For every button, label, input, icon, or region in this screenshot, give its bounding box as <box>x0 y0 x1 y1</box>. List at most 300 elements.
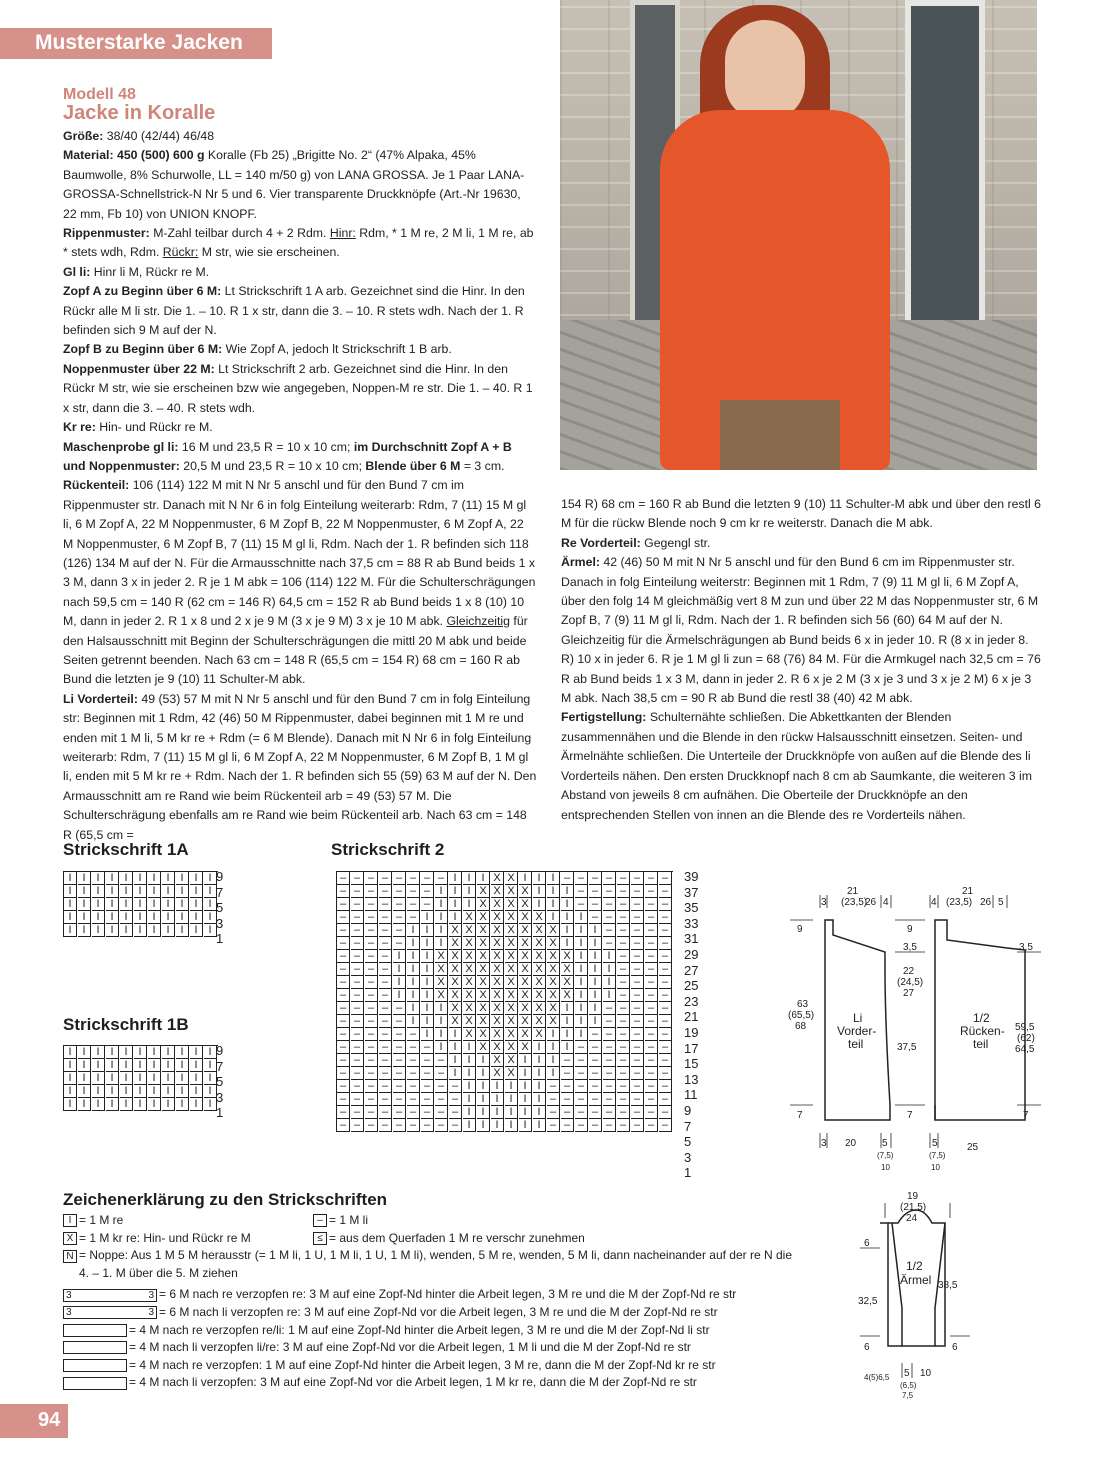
chart-cell: I <box>134 1046 147 1059</box>
chart-cell: I <box>120 1098 133 1111</box>
chart-cell: I <box>463 1054 476 1067</box>
chart-cell: I <box>435 924 448 937</box>
chart-cell: I <box>120 898 133 911</box>
chart-cell: – <box>379 872 392 885</box>
chart-cell: I <box>547 1041 560 1054</box>
chart-cell: I <box>463 1093 476 1106</box>
chart-cell: I <box>134 1098 147 1111</box>
chart-cell: – <box>351 937 364 950</box>
chart-cell: I <box>92 885 105 898</box>
chart-cell: – <box>393 1015 406 1028</box>
chart-cell: X <box>491 898 504 911</box>
chart-cell: – <box>407 911 420 924</box>
left-paragraph: Größe: 38/40 (42/44) 46/48 <box>63 129 215 143</box>
chart-cell: – <box>631 1028 644 1041</box>
chart-cell: – <box>407 1028 420 1041</box>
chart-cell: – <box>379 976 392 989</box>
chart-cell: – <box>645 1002 658 1015</box>
chart-cell: – <box>659 885 672 898</box>
chart-cell: – <box>561 1119 574 1132</box>
chart-cell: – <box>631 937 644 950</box>
chart-cell: – <box>547 1119 560 1132</box>
chart-cell: I <box>92 1059 105 1072</box>
chart-cell: X <box>463 1015 476 1028</box>
row-number: 9 <box>216 869 224 884</box>
chart-cell: I <box>421 1028 434 1041</box>
chart-cell: I <box>603 976 616 989</box>
chart-cell: X <box>533 963 546 976</box>
svg-text:(24,5): (24,5) <box>897 977 924 988</box>
model-number: Modell 48 <box>63 86 136 103</box>
chart-cell: – <box>379 1119 392 1132</box>
chart-cell: – <box>407 1041 420 1054</box>
chart-cell: I <box>435 885 448 898</box>
chart-1b-grid <box>63 1045 218 1111</box>
chart-cell: X <box>505 1028 518 1041</box>
chart-cell: X <box>505 950 518 963</box>
chart-cell: I <box>505 1093 518 1106</box>
svg-text:6: 6 <box>952 1342 958 1353</box>
chart-cell: I <box>92 924 105 937</box>
chart-cell: – <box>379 1093 392 1106</box>
chart-cell: X <box>533 924 546 937</box>
chart-cell: – <box>589 885 602 898</box>
chart-cell: I <box>561 1015 574 1028</box>
left-paragraph: Zopf B zu Beginn über 6 M: Wie Zopf A, jedoch lt Strickschrift 1 B arb. <box>63 342 452 357</box>
chart-cell: – <box>659 950 672 963</box>
chart-cell: I <box>176 1059 189 1072</box>
chart-cell: – <box>561 872 574 885</box>
chart-cell: X <box>519 950 532 963</box>
chart-cell: X <box>519 898 532 911</box>
svg-text:10: 10 <box>920 1368 932 1379</box>
left-paragraph: Rippenmuster: M-Zahl teilbar durch 4 + 2 Rdm. Hinr: Rdm, * 1 M re, 2 M li, 1 M re, ab * stets wdh, Rdm. Rückr: M str, wie sie erscheinen. <box>63 226 534 260</box>
chart-cell: – <box>351 872 364 885</box>
chart-cell: I <box>134 872 147 885</box>
chart-cell: – <box>351 1054 364 1067</box>
chart-cell: X <box>463 1002 476 1015</box>
svg-text:(7,5): (7,5) <box>877 1151 894 1160</box>
chart-cell: X <box>505 898 518 911</box>
chart-cell: – <box>589 1028 602 1041</box>
chart-cell: I <box>561 1041 574 1054</box>
chart-cell: X <box>477 911 490 924</box>
chart-cell: X <box>449 937 462 950</box>
svg-text:63: 63 <box>797 999 809 1010</box>
chart-cell: – <box>575 1093 588 1106</box>
row-number: 35 <box>684 900 699 916</box>
chart-cell: X <box>519 989 532 1002</box>
chart-cell: I <box>64 898 77 911</box>
row-number: 1 <box>684 1165 692 1181</box>
chart-cell: – <box>659 937 672 950</box>
chart-cell: X <box>463 950 476 963</box>
chart-cell: I <box>575 950 588 963</box>
chart-cell: X <box>491 1054 504 1067</box>
chart-cell: X <box>449 950 462 963</box>
row-number: 3 <box>216 1089 224 1105</box>
svg-text:10: 10 <box>931 1163 940 1172</box>
chart-cell: I <box>533 1106 546 1119</box>
chart-cell: – <box>365 924 378 937</box>
chart-cell: X <box>491 911 504 924</box>
chart-cell: – <box>379 1067 392 1080</box>
chart-cell: I <box>519 1067 532 1080</box>
chart-cell: I <box>134 911 147 924</box>
chart-cell: – <box>617 1080 630 1093</box>
chart-cell: I <box>575 976 588 989</box>
chart-cell: – <box>617 872 630 885</box>
chart-cell: – <box>393 937 406 950</box>
chart-cell: I <box>477 1106 490 1119</box>
chart-cell: – <box>603 1119 616 1132</box>
chart-cell: I <box>449 885 462 898</box>
chart-cell: I <box>64 911 77 924</box>
chart-cell: I <box>505 1106 518 1119</box>
chart-cell: – <box>589 898 602 911</box>
chart-cell: I <box>421 924 434 937</box>
chart-cell: X <box>519 885 532 898</box>
chart-cell: – <box>365 1119 378 1132</box>
chart-cell: I <box>547 1067 560 1080</box>
chart-cell: – <box>603 885 616 898</box>
chart-cell: I <box>435 1002 448 1015</box>
chart-cell: I <box>64 1059 77 1072</box>
chart-cell: – <box>435 1054 448 1067</box>
chart-cell: I <box>589 1015 602 1028</box>
chart-cell: I <box>148 1059 161 1072</box>
chart-cell: – <box>449 1080 462 1093</box>
chart-cell: – <box>575 885 588 898</box>
chart-cell: X <box>533 1028 546 1041</box>
chart-cell: – <box>645 963 658 976</box>
chart-cell: I <box>575 924 588 937</box>
row-number: 1 <box>216 931 224 947</box>
chart-cell: I <box>190 885 203 898</box>
cable-left-6-symbol: 3 3 <box>63 1306 157 1319</box>
chart-cell: – <box>631 976 644 989</box>
svg-text:25: 25 <box>967 1142 979 1153</box>
chart-cell: – <box>379 1080 392 1093</box>
chart-cell: I <box>533 1119 546 1132</box>
chart-cell: – <box>617 1015 630 1028</box>
chart-cell: – <box>365 1067 378 1080</box>
chart-cell: I <box>190 911 203 924</box>
chart-cell: I <box>190 872 203 885</box>
chart-cell: X <box>477 1028 490 1041</box>
svg-text:4: 4 <box>931 897 937 908</box>
chart-cell: – <box>337 872 350 885</box>
left-paragraph: Rückenteil: 106 (114) 122 M mit N Nr 5 anschl und für den Bund 7 cm im Rippenmuster str. Danach mit N Nr 6 in folg Einteilung weiterarb: Rdm, 7 (11) 15 M gl li, 6 M Zopf A, 22 M Noppenmuster, 6 M Zopf B, 22 M Noppenmuster, 6 M Zopf A, 22 M Noppenmuster, 6 M Zopf B, 7 (11) 15 M gl li, Rdm. Nach der 1. R befinden sich 118 (126) 134 M auf der N. Für die Armausschnitte nach 37,5 cm = 88 R ab Bund beids 1 x 3 M, dann 3 x in jeder 2. R je 1 M abk = 106 (114) 122 M. Für die Schulterschrägungen nach 59,5 cm = 140 R (62 cm = 146 R) 64,5 cm = 152 R ab Bund beids 1 x 8 (10) 10 M, dann in jeder 2. R 1 x 8 und 2 x je 9 M (3 x je 9 M) 3 x je 10 M abk. Gleichzeitig für den Halsausschnitt mit Beginn der Schulterschrägungen die mittl 20 M abk und beide Seiten getrennt beenden. Nach 63 cm = 148 R (65,5 cm = 154 R) 68 cm = 160 R ab Bund die letzten je 9 (10) 11 Schulter-M abk. <box>63 478 536 687</box>
chart-cell: – <box>351 950 364 963</box>
chart-cell: I <box>407 976 420 989</box>
chart-cell: I <box>575 1015 588 1028</box>
chart-cell: I <box>407 1015 420 1028</box>
chart-cell: I <box>589 924 602 937</box>
chart-cell: – <box>645 937 658 950</box>
svg-text:(62): (62) <box>1017 1033 1035 1044</box>
chart-cell: – <box>603 911 616 924</box>
chart-cell: – <box>631 924 644 937</box>
chart-cell: – <box>659 1028 672 1041</box>
svg-text:21: 21 <box>962 886 974 897</box>
chart-cell: X <box>477 924 490 937</box>
chart-cell: – <box>393 1041 406 1054</box>
page-number: 94 <box>38 1409 61 1431</box>
chart-cell: – <box>603 872 616 885</box>
page-number-badge <box>0 1404 68 1438</box>
chart-cell: – <box>645 976 658 989</box>
chart-cell: – <box>337 1015 350 1028</box>
chart-cell: – <box>659 1041 672 1054</box>
chart-cell: I <box>190 924 203 937</box>
chart-cell: – <box>645 1054 658 1067</box>
chart-cell: – <box>645 950 658 963</box>
svg-text:7,5: 7,5 <box>902 1391 914 1400</box>
chart-cell: I <box>64 1085 77 1098</box>
chart-cell: – <box>617 1119 630 1132</box>
svg-text:Ärmel: Ärmel <box>900 1273 932 1287</box>
chart-cell: I <box>421 950 434 963</box>
chart-cell: I <box>393 976 406 989</box>
chart-cell: X <box>505 924 518 937</box>
chart-cell: I <box>148 911 161 924</box>
chart-cell: – <box>589 872 602 885</box>
chart-2-title: Strickschrift 2 <box>331 840 445 859</box>
chart-cell: I <box>589 1002 602 1015</box>
chart-cell: – <box>365 976 378 989</box>
chart-cell: – <box>393 885 406 898</box>
chart-cell: – <box>645 911 658 924</box>
chart-cell: – <box>631 1119 644 1132</box>
chart-cell: X <box>449 963 462 976</box>
chart-cell: I <box>78 1046 91 1059</box>
chart-cell: I <box>519 872 532 885</box>
row-number: 9 <box>684 1102 692 1118</box>
svg-text:Vorder-: Vorder- <box>837 1024 877 1038</box>
chart-cell: X <box>435 950 448 963</box>
chart-cell: – <box>659 1067 672 1080</box>
cable-right-6-symbol: 3 3 <box>63 1289 157 1302</box>
chart-cell: I <box>106 924 119 937</box>
chart-cell: I <box>162 1046 175 1059</box>
chart-cell: I <box>162 911 175 924</box>
chart-cell: – <box>631 1041 644 1054</box>
chart-cell: – <box>337 937 350 950</box>
chart-cell: – <box>645 1080 658 1093</box>
row-number: 27 <box>684 962 699 978</box>
chart-cell: I <box>477 1080 490 1093</box>
chart-cell: – <box>645 924 658 937</box>
chart-cell: X <box>491 963 504 976</box>
chart-cell: – <box>365 1015 378 1028</box>
chart-cell: I <box>519 1093 532 1106</box>
cable-left-4-twisted-symbol <box>63 1377 127 1390</box>
chart-cell: X <box>547 924 560 937</box>
chart-cell: I <box>547 885 560 898</box>
chart-cell: – <box>435 1106 448 1119</box>
chart-cell: – <box>659 989 672 1002</box>
chart-cell: I <box>421 989 434 1002</box>
chart-cell: I <box>120 1085 133 1098</box>
svg-text:3,5: 3,5 <box>1019 942 1033 953</box>
row-number: 19 <box>684 1024 699 1040</box>
svg-text:19: 19 <box>907 1191 919 1202</box>
chart-cell: – <box>365 950 378 963</box>
chart-cell: – <box>351 1002 364 1015</box>
twisted-knit-symbol: X <box>63 1232 77 1245</box>
chart-cell: – <box>631 1106 644 1119</box>
chart-cell: I <box>64 1046 77 1059</box>
chart-cell: X <box>477 898 490 911</box>
chart-cell: – <box>337 950 350 963</box>
chart-cell: X <box>547 1002 560 1015</box>
left-paragraph: Gl li: Hinr li M, Rückr re M. <box>63 264 210 279</box>
chart-cell: I <box>106 898 119 911</box>
chart-cell: – <box>379 1002 392 1015</box>
chart-cell: – <box>449 1119 462 1132</box>
chart-cell: – <box>617 989 630 1002</box>
chart-cell: I <box>589 963 602 976</box>
chart-cell: I <box>176 1046 189 1059</box>
svg-text:22: 22 <box>903 966 915 977</box>
chart-cell: I <box>435 1041 448 1054</box>
chart-cell: I <box>533 1067 546 1080</box>
chart-cell: – <box>337 911 350 924</box>
row-number: 5 <box>216 1074 224 1090</box>
chart-cell: I <box>491 1080 504 1093</box>
chart-cell: I <box>393 963 406 976</box>
chart-cell: I <box>435 937 448 950</box>
chart-cell: – <box>421 1093 434 1106</box>
row-number: 33 <box>684 915 699 931</box>
chart-cell: – <box>659 1080 672 1093</box>
chart-cell: I <box>64 885 77 898</box>
left-paragraph: Zopf A zu Beginn über 6 M: Lt Strickschrift 1 A arb. Gezeichnet sind die Hinr. In den Rückr alle M li str. Die 1. – 10. R 1 x str, dann die 3. – 10. R stets wdh. Nach der 1. R befinden sich 9 M auf der N. <box>63 284 525 338</box>
chart-cell: – <box>575 872 588 885</box>
chart-cell: – <box>379 924 392 937</box>
chart-cell: – <box>407 898 420 911</box>
chart-cell: I <box>407 950 420 963</box>
chart-cell: – <box>407 1119 420 1132</box>
chart-cell: X <box>477 989 490 1002</box>
chart-cell: – <box>589 1119 602 1132</box>
chart-cell: – <box>631 911 644 924</box>
chart-cell: I <box>407 963 420 976</box>
chart-cell: X <box>477 1015 490 1028</box>
chart-cell: X <box>547 937 560 950</box>
chart-cell: – <box>421 1080 434 1093</box>
chart-cell: – <box>645 885 658 898</box>
row-number: 7 <box>216 884 224 900</box>
row-number: 5 <box>684 1134 692 1150</box>
chart-cell: X <box>491 1002 504 1015</box>
chart-cell: – <box>393 1067 406 1080</box>
chart-cell: X <box>519 937 532 950</box>
row-number: 25 <box>684 978 699 994</box>
svg-text:7: 7 <box>1023 1110 1029 1121</box>
chart-cell: I <box>204 898 217 911</box>
chart-cell: – <box>561 1093 574 1106</box>
chart-cell: – <box>547 1106 560 1119</box>
chart-cell: – <box>561 1054 574 1067</box>
chart-cell: – <box>575 1067 588 1080</box>
row-number: 29 <box>684 946 699 962</box>
svg-text:24: 24 <box>906 1213 918 1224</box>
chart-cell: – <box>393 1080 406 1093</box>
svg-text:32,5: 32,5 <box>858 1296 878 1307</box>
chart-cell: – <box>365 1054 378 1067</box>
chart-cell: I <box>547 898 560 911</box>
row-number: 37 <box>684 884 699 900</box>
chart-cell: I <box>589 937 602 950</box>
chart-cell: X <box>547 963 560 976</box>
chart-cell: – <box>659 1093 672 1106</box>
chart-cell: I <box>120 872 133 885</box>
chart-cell: – <box>407 1106 420 1119</box>
chart-cell: – <box>617 1054 630 1067</box>
row-number: 11 <box>684 1087 698 1103</box>
chart-cell: I <box>148 885 161 898</box>
chart-cell: I <box>533 885 546 898</box>
chart-cell: I <box>204 1072 217 1085</box>
chart-cell: X <box>491 924 504 937</box>
row-number: 3 <box>684 1149 692 1165</box>
row-number: 31 <box>684 931 699 947</box>
chart-cell: – <box>631 1080 644 1093</box>
chart-cell: I <box>449 1028 462 1041</box>
left-paragraph: Noppenmuster über 22 M: Lt Strickschrift 2 arb. Gezeichnet sind die Hinr. In den Rückr M str, wie sie erscheinen bzw wie angegeben, Noppen-M re str. Die 1. – 40. R 1 x str, dann die 3. – 40. R stets wdh. <box>63 361 533 415</box>
chart-cell: X <box>463 937 476 950</box>
svg-text:5: 5 <box>998 897 1004 908</box>
chart-cell: – <box>589 911 602 924</box>
chart-cell: X <box>505 1015 518 1028</box>
chart-cell: – <box>603 1041 616 1054</box>
chart-cell: I <box>162 898 175 911</box>
chart-cell: – <box>393 1054 406 1067</box>
chart-cell: I <box>491 1119 504 1132</box>
chart-cell: X <box>491 1028 504 1041</box>
chart-cell: X <box>477 1041 490 1054</box>
chart-cell: X <box>505 1054 518 1067</box>
chart-cell: – <box>617 898 630 911</box>
chart-cell: X <box>491 1067 504 1080</box>
chart-cell: – <box>575 898 588 911</box>
svg-text:3: 3 <box>821 1138 827 1149</box>
chart-cell: – <box>617 976 630 989</box>
chart-cell: I <box>64 1072 77 1085</box>
chart-cell: X <box>533 989 546 1002</box>
chart-cell: X <box>477 976 490 989</box>
chart-cell: – <box>631 989 644 1002</box>
chart-cell: X <box>449 924 462 937</box>
chart-cell: I <box>547 872 560 885</box>
chart-cell: – <box>659 872 672 885</box>
chart-cell: – <box>589 1080 602 1093</box>
chart-cell: I <box>162 1059 175 1072</box>
section-header <box>0 28 272 59</box>
chart-cell: I <box>575 937 588 950</box>
chart-cell: I <box>463 872 476 885</box>
chart-cell: X <box>449 1015 462 1028</box>
chart-cell: X <box>533 1002 546 1015</box>
chart-cell: I <box>407 1002 420 1015</box>
chart-cell: I <box>435 898 448 911</box>
chart-cell: I <box>204 1059 217 1072</box>
svg-text:Rücken-: Rücken- <box>960 1024 1005 1038</box>
svg-text:7: 7 <box>797 1110 803 1121</box>
chart-cell: I <box>463 898 476 911</box>
